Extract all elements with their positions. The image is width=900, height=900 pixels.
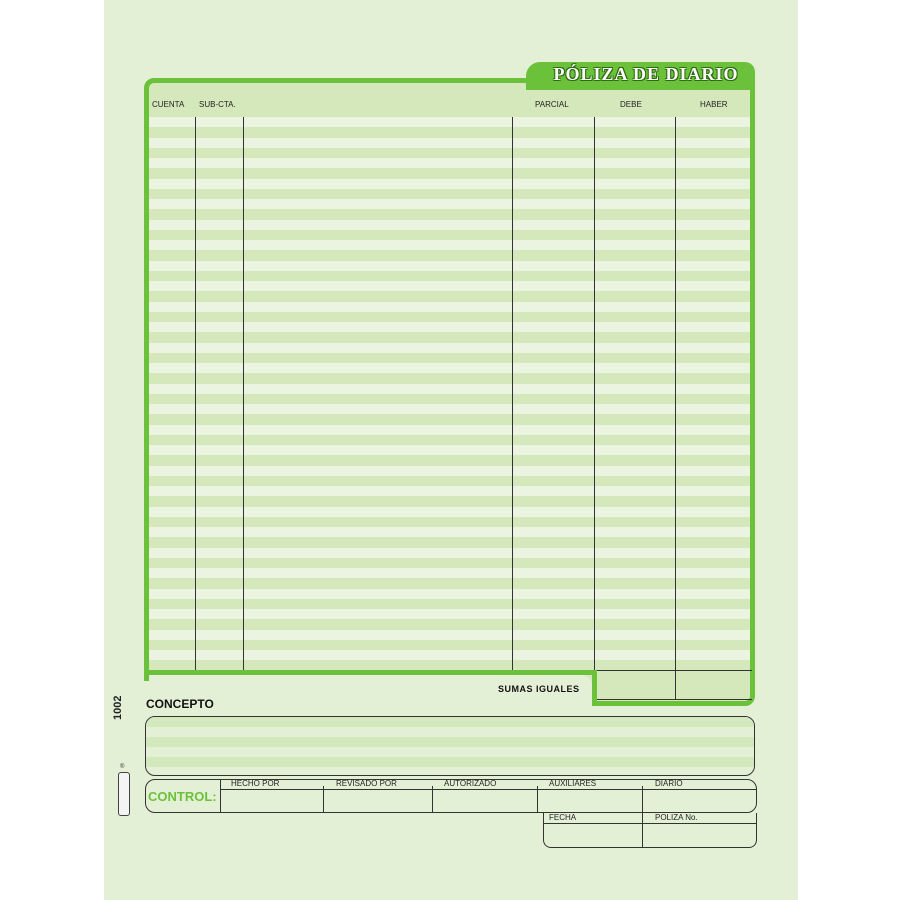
- header-debe: DEBE: [620, 100, 642, 109]
- registered-mark: ®: [120, 764, 125, 770]
- header-subcta: SUB-CTA.: [199, 100, 236, 109]
- table-row-stripe: [149, 445, 750, 455]
- control-line: [220, 789, 756, 790]
- column-divider: [675, 117, 676, 700]
- header-parcial: PARCIAL: [535, 100, 569, 109]
- header-cuenta: CUENTA: [152, 100, 185, 109]
- table-row-stripe: [149, 404, 750, 414]
- concepto-stripe: [146, 757, 754, 767]
- table-row-stripe: [149, 507, 750, 517]
- table-row-stripe: [149, 568, 750, 578]
- table-row-stripe: [149, 589, 750, 599]
- table-row-stripe: [149, 466, 750, 476]
- table-row-stripe: [149, 322, 750, 332]
- control-divider: [432, 786, 433, 813]
- table-row-stripe: [149, 343, 750, 353]
- hecho-por-label: HECHO POR: [231, 779, 280, 788]
- control-label: CONTROL:: [148, 789, 217, 804]
- column-divider: [195, 117, 196, 670]
- table-row-stripe: [149, 117, 750, 127]
- table-row-stripe: [149, 548, 750, 558]
- sumas-iguales-label: SUMAS IGUALES: [498, 684, 580, 694]
- totals-bottom-line: [597, 699, 752, 700]
- form-title: PÓLIZA DE DIARIO: [553, 64, 739, 84]
- header-haber: HABER: [700, 100, 728, 109]
- table-row-stripe: [149, 302, 750, 312]
- table-row-stripe: [149, 199, 750, 209]
- table-row-stripe: [149, 527, 750, 537]
- form-number: 1002: [112, 695, 124, 720]
- concepto-stripe: [146, 717, 754, 727]
- autorizado-label: AUTORIZADO: [444, 779, 497, 788]
- control-divider: [323, 786, 324, 813]
- table-row-stripe: [149, 158, 750, 168]
- diario-label: DIARIO: [655, 779, 683, 788]
- table-row-stripe: [149, 363, 750, 373]
- frame-edge: [149, 670, 597, 675]
- column-divider: [594, 117, 595, 700]
- table-row-stripe: [149, 179, 750, 189]
- control-divider: [537, 786, 538, 813]
- column-divider: [512, 117, 513, 670]
- fecha-label: FECHA: [549, 813, 577, 822]
- concepto-stripe: [146, 737, 754, 747]
- concepto-box[interactable]: [145, 716, 755, 776]
- table-row-stripe: [149, 630, 750, 640]
- table-row-stripe: [149, 425, 750, 435]
- poliza-no-label: POLIZA No.: [655, 813, 698, 822]
- table-row-stripe: [149, 486, 750, 496]
- brand-logo-icon: [118, 772, 130, 816]
- frame-edge: [592, 672, 597, 706]
- concepto-label: CONCEPTO: [146, 697, 214, 711]
- table-row-stripe: [149, 609, 750, 619]
- table-row-stripe: [149, 384, 750, 394]
- revisado-por-label: REVISADO POR: [336, 779, 397, 788]
- auxiliares-label: AUXILIARES: [549, 779, 597, 788]
- table-row-stripe: [149, 650, 750, 660]
- table-row-stripe: [149, 240, 750, 250]
- table-row-stripe: [149, 138, 750, 148]
- column-divider: [243, 117, 244, 670]
- table-row-stripe: [149, 220, 750, 230]
- control-divider: [220, 779, 221, 813]
- table-row-stripe: [149, 261, 750, 271]
- table-row-stripe: [149, 281, 750, 291]
